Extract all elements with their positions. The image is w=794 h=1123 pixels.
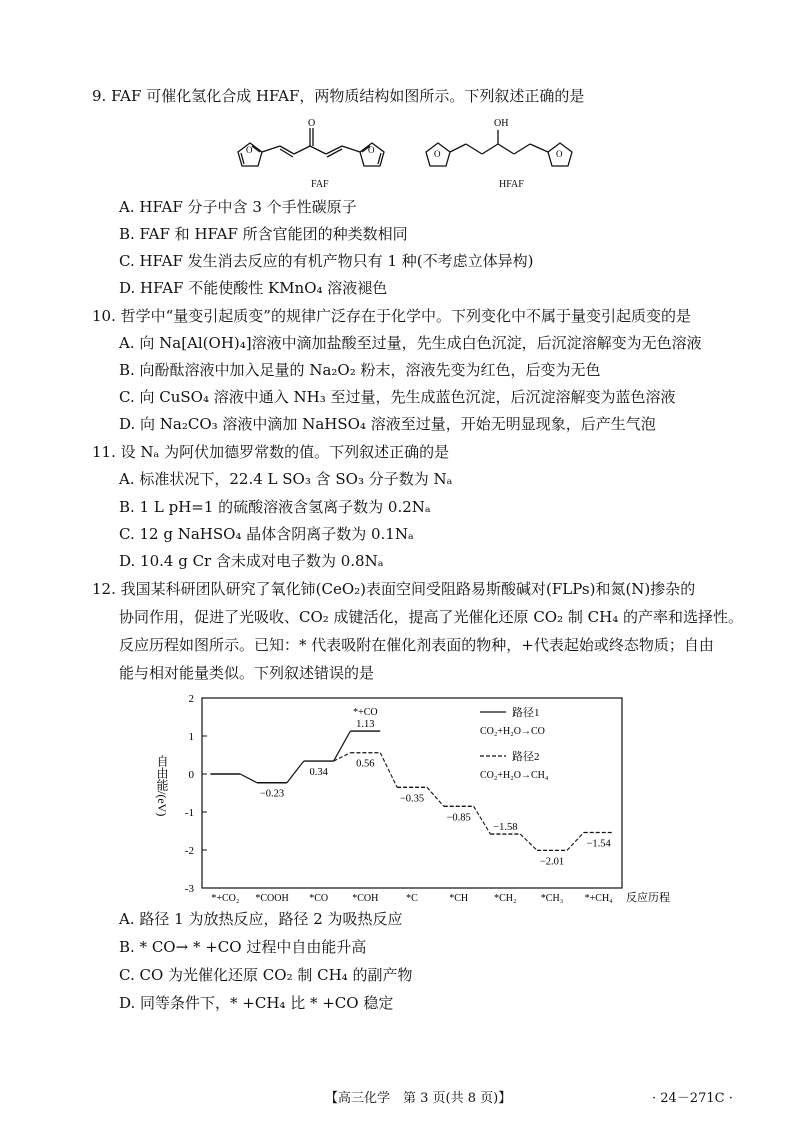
- x-tick-label: *CO: [309, 893, 329, 904]
- x-tick-label: *CH₂: [494, 893, 517, 904]
- x-axis-label: 反应历程: [626, 892, 670, 904]
- path2-connector: [427, 787, 444, 806]
- svg-text:O: O: [368, 145, 375, 155]
- svg-text:O: O: [556, 149, 563, 159]
- x-tick-label: *CH₃: [540, 893, 564, 904]
- data-label: −2.01: [539, 856, 565, 868]
- q9-option-c: C. HFAF 发生消去反应的有机产物只有 1 种(不考虑立体异构): [119, 252, 534, 270]
- path2-connector: [380, 753, 397, 788]
- faf-label: FAF: [311, 179, 329, 190]
- path1-connector: [287, 761, 304, 783]
- y-tick-label: -2: [184, 845, 194, 857]
- hfaf-label: HFAF: [499, 179, 524, 190]
- x-tick-label: *COH: [352, 893, 379, 904]
- legend-reaction-path2: CO₂+H₂O→CH₄: [480, 770, 549, 781]
- q11-option-d: D. 10.4 g Cr 含未成对电子数为 0.8Nₐ: [119, 552, 384, 570]
- q12-stem-line-4: 能与相对能量类似。下列叙述错误的是: [119, 664, 375, 682]
- svg-text:O: O: [246, 145, 253, 155]
- q11-option-a: A. 标准状况下，22.4 L SO₃ 含 SO₃ 分子数为 Nₐ: [119, 470, 453, 488]
- q12-stem-line-3: 反应历程如图所示。已知：* 代表吸附在催化剂表面的物种，+代表起始或终态物质；自由: [119, 636, 714, 654]
- y-tick-label: 0: [188, 769, 194, 781]
- svg-text:O: O: [434, 149, 441, 159]
- data-label: 1.13: [356, 719, 375, 731]
- svg-text:OH: OH: [494, 118, 509, 129]
- x-tick-label: *COOH: [255, 893, 289, 904]
- x-tick-label: *+CH₄: [584, 893, 613, 904]
- y-tick-label: -1: [184, 807, 194, 819]
- path2-connector: [567, 833, 584, 851]
- x-tick-label: *C: [406, 893, 418, 904]
- svg-text:O: O: [308, 118, 316, 129]
- q12-stem-line-2: 协同作用，促进了光吸收、CO₂ 成键活化，提高了光催化还原 CO₂ 制 CH₄ 的产率和选择性。: [119, 608, 743, 626]
- q9-stem: 9. FAF 可催化氢化合成 HFAF，两物质结构如图所示。下列叙述正确的是: [92, 87, 585, 105]
- hfaf-structure: [420, 108, 590, 178]
- free-energy-diagram: [150, 688, 680, 906]
- q12-option-d: D. 同等条件下，* +CH₄ 比 * +CO 稳定: [119, 994, 394, 1012]
- data-label: −1.54: [586, 838, 611, 850]
- q11-option-b: B. 1 L pH=1 的硫酸溶液含氢离子数为 0.2Nₐ: [119, 498, 431, 516]
- path2-connector: [474, 806, 491, 834]
- data-label: −0.85: [446, 812, 471, 824]
- data-label: 0.56: [356, 758, 375, 770]
- q10-stem: 10. 哲学中“量变引起质变”的规律广泛存在于化学中。下列变化中不属于量变引起质变的是: [92, 307, 691, 325]
- q11-option-c: C. 12 g NaHSO₄ 晶体含阴离子数为 0.1Nₐ: [119, 525, 414, 543]
- data-label: 0.34: [309, 767, 328, 779]
- q10-option-b: B. 向酚酞溶液中加入足量的 Na₂O₂ 粉末，溶液先变为红色，后变为无色: [119, 361, 601, 379]
- q9-option-d: D. HFAF 不能使酸性 KMnO₄ 溶液褪色: [119, 279, 388, 297]
- y-axis-label: 自由能/(eV): [155, 755, 169, 817]
- q10-option-c: C. 向 CuSO₄ 溶液中通入 NH₃ 至过量，先生成蓝色沉淀，后沉淀溶解变为蓝色溶液: [119, 388, 676, 406]
- legend-name-path1: 路径1: [512, 707, 540, 719]
- q10-option-a: A. 向 Na[Al(OH)₄]溶液中滴加盐酸至过量，先生成白色沉淀，后沉淀溶解变为无色溶液: [119, 334, 702, 352]
- x-tick-label: *+CO₂: [211, 893, 240, 904]
- paper-code: · 24－271C ·: [652, 1091, 733, 1106]
- path2-connector: [520, 834, 537, 850]
- page-footer: 【高三化学 第 3 页(共 8 页)】: [325, 1091, 512, 1106]
- data-label: −1.58: [493, 822, 518, 834]
- faf-structure: [232, 108, 402, 178]
- q12-stem-line-1: 12. 我国某科研团队研究了氧化铈(CeO₂)表面空间受阻路易斯酸碱对(FLPs)和氮(N)掺杂的: [92, 580, 696, 598]
- y-tick-label: 1: [188, 731, 194, 743]
- q12-option-c: C. CO 为光催化还原 CO₂ 制 CH₄ 的副产物: [119, 966, 413, 984]
- co-release-label: *+CO: [353, 707, 378, 719]
- x-tick-label: *CH: [449, 893, 469, 904]
- q11-stem: 11. 设 Nₐ 为阿伏加德罗常数的值。下列叙述正确的是: [92, 443, 450, 461]
- y-tick-label: 2: [188, 693, 194, 705]
- q9-option-b: B. FAF 和 HFAF 所含官能团的种类数相同: [119, 225, 408, 243]
- q12-option-a: A. 路径 1 为放热反应，路径 2 为吸热反应: [119, 910, 403, 928]
- data-label: −0.35: [399, 793, 425, 805]
- data-label: −0.23: [259, 788, 285, 800]
- q12-option-b: B. * CO→ * +CO 过程中自由能升高: [119, 938, 367, 956]
- path1-connector: [240, 774, 257, 783]
- q9-option-a: A. HFAF 分子中含 3 个手性碳原子: [119, 198, 357, 216]
- q10-option-d: D. 向 Na₂CO₃ 溶液中滴加 NaHSO₄ 溶液至过量，开始无明显现象，后产生气泡: [119, 415, 656, 433]
- legend-reaction-path1: CO₂+H₂O→CO: [480, 726, 545, 737]
- y-tick-label: -3: [184, 883, 194, 895]
- legend-name-path2: 路径2: [512, 751, 540, 763]
